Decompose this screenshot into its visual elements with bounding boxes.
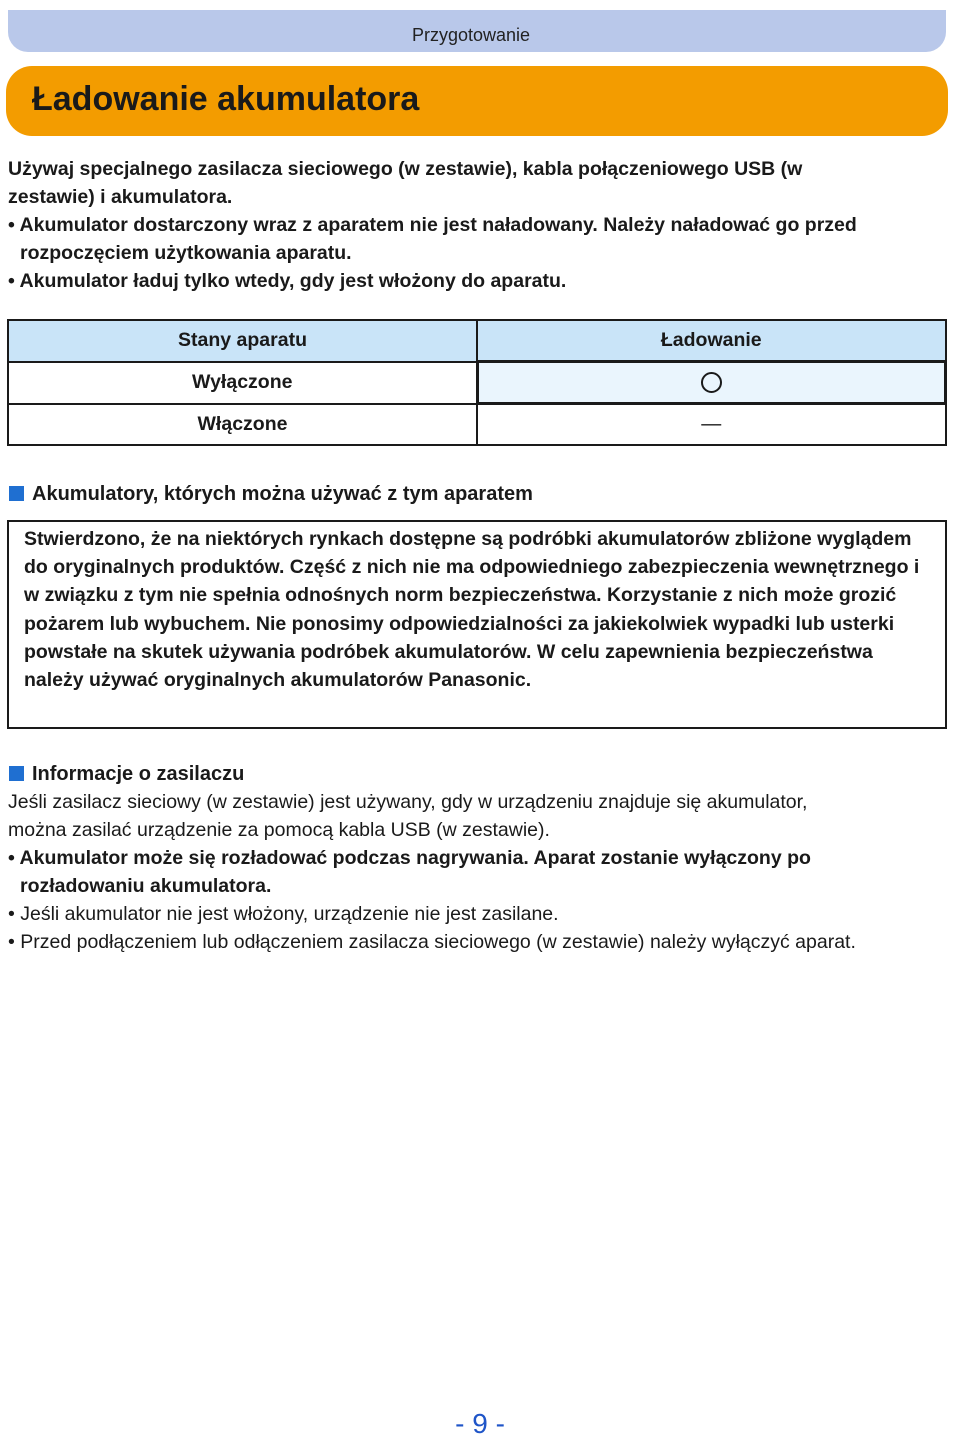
page-title: Ładowanie akumulatora — [32, 80, 420, 118]
adapter-heading: Informacje o zasilaczu — [32, 763, 245, 785]
adapter-bullet-1-cont: rozładowaniu akumulatora. — [20, 875, 272, 897]
warning-text: Stwierdzono, że na niektórych rynkach dostępne są podróbki akumulatorów zbliżone wyglądem do oryginalnych produktów. Część z nich nie ma odpowiedniego zabezpieczenia wewnętrznego i w związku z tym nie spełnia odnośnych norm bezpieczeństwa. Korzystanie z nich może grozić pożarem lub wybuchem. Nie ponosimy odpowiedzialności za jakiekolwiek wypadki lub usterki powstałe na skutek używania podróbek akumulatorów. W celu zapewnienia bezpieczeństwa należy używać oryginalnych akumulatorów Panasonic. — [24, 528, 920, 692]
square-bullet-icon — [9, 486, 24, 501]
table-row — [8, 362, 946, 404]
table-cell-state: Włączone — [8, 404, 477, 446]
adapter-para-line-2: można zasilać urządzenie za pomocą kabla USB (w zestawie). — [8, 819, 550, 841]
section-label: Przygotowanie — [412, 25, 531, 45]
dash-symbol: — — [701, 413, 722, 435]
table-header-state: Stany aparatu — [8, 320, 477, 362]
page-number: - 9 - — [455, 1408, 505, 1439]
batteries-heading: Akumulatory, których można używać z tym aparatem — [32, 483, 533, 505]
table-header-charging: Ładowanie — [477, 320, 946, 362]
charging-state-table — [7, 319, 947, 446]
intro-bullet-2: • Akumulator ładuj tylko wtedy, gdy jest włożony do aparatu. — [8, 270, 567, 292]
intro-bullet-1: • Akumulator dostarczony wraz z aparatem nie jest naładowany. Należy naładować go przed — [8, 214, 857, 236]
adapter-para-line-1: Jeśli zasilacz sieciowy (w zestawie) jest używany, gdy w urządzeniu znajduje się akumulator, — [8, 791, 808, 813]
adapter-bullet-2: • Jeśli akumulator nie jest włożony, urządzenie nie jest zasilane. — [8, 903, 559, 925]
table-row — [8, 404, 946, 446]
circle-icon — [701, 372, 722, 393]
table-cell-charging — [477, 362, 946, 404]
intro-line-1: Używaj specjalnego zasilacza sieciowego (w zestawie), kabla połączeniowego USB (w — [8, 158, 803, 180]
table-header-row — [8, 320, 946, 362]
table-cell-charging — [477, 404, 946, 446]
intro-bullet-1-cont: rozpoczęciem użytkowania aparatu. — [20, 242, 352, 264]
table-cell-state: Wyłączone — [8, 362, 477, 404]
square-bullet-icon — [9, 766, 24, 781]
adapter-bullet-3: • Przed podłączeniem lub odłączeniem zasilacza sieciowego (w zestawie) należy wyłączyć aparat. — [8, 931, 856, 953]
intro-line-2: zestawie) i akumulatora. — [8, 186, 233, 208]
adapter-bullet-1: • Akumulator może się rozładować podczas nagrywania. Aparat zostanie wyłączony po — [8, 847, 811, 869]
